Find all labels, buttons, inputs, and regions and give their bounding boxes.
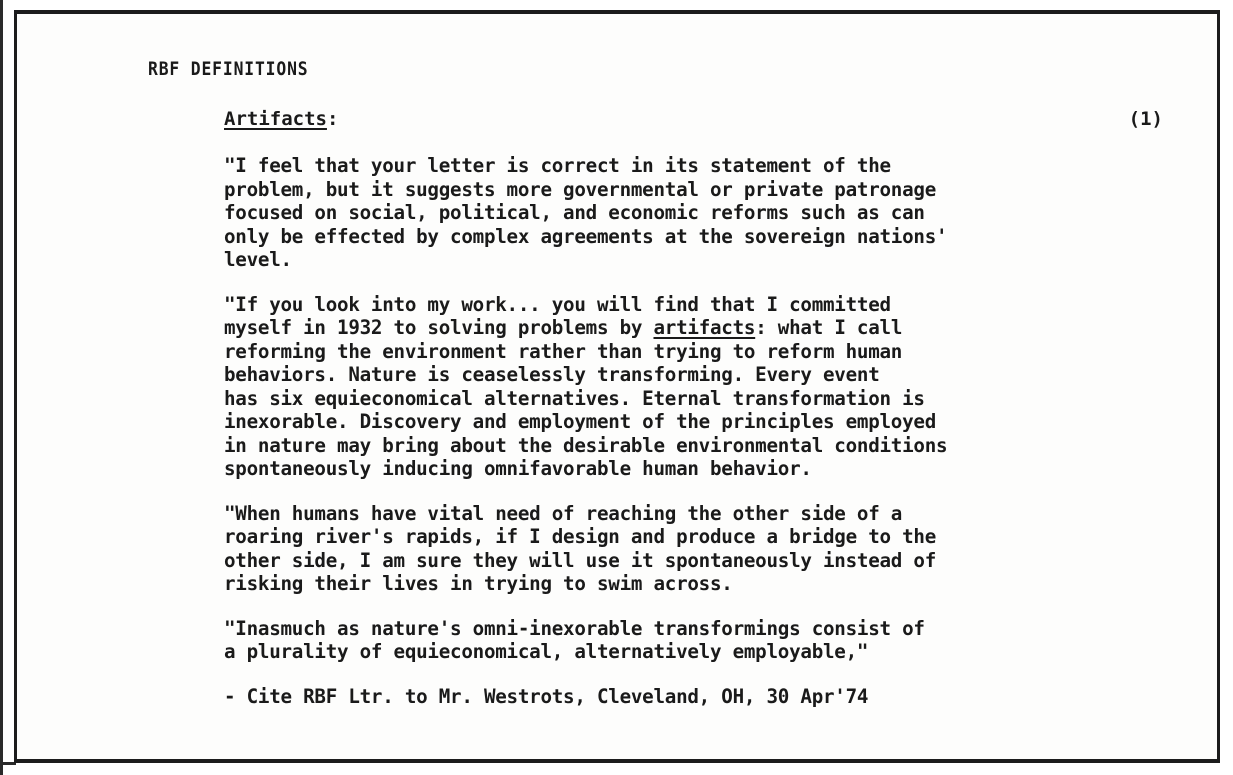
definition-term-colon: : (326, 108, 339, 130)
card-number: (1) (1128, 108, 1163, 130)
definition-term (224, 108, 338, 130)
quote-paragraph-3: "When humans have vital need of reaching the other side of a roaring river's rapids, if I design and produce a bridge to the other side, I am sure they will use it spontaneously instead of risking their lives in trying to swim across. (224, 501, 937, 595)
quote-paragraph-2-end: : what I call reforming the environment rather than trying to reform human behaviors. Nature is ceaselessly transforming. Every event has six equieconomical alternatives. Eternal transformation is inexorable. Discovery and employment of the principles employed in nature may bring about the desirable environmental conditions spontaneously inducing omnifavorable human behavior. (224, 316, 948, 480)
card-header-title: RBF DEFINITIONS (148, 58, 309, 80)
page-edge-rule (0, 0, 3, 775)
definition-term-word: Artifacts (224, 108, 327, 130)
citation-line: - Cite RBF Ltr. to Mr. Westrots, Cleveland, OH, 30 Apr'74 (224, 684, 869, 708)
quote-underlined-term: artifacts (653, 316, 756, 339)
quote-paragraph-1: "I feel that your letter is correct in its statement of the problem, but it suggests more governmental or private patronage focused on social, political, and economic reforms such as can only be effected by complex agreements at the sovereign nations' level. (224, 154, 948, 271)
quote-paragraph-2-start: "If you look into my work... you will find that I committed myself in 1932 to solving problems by (224, 292, 891, 339)
quote-body (224, 154, 1154, 729)
quote-paragraph-2 (224, 293, 1154, 481)
quote-paragraph-4: "Inasmuch as nature's omni-inexorable transformings consist of a plurality of equieconomical, alternatively employable," (224, 616, 925, 663)
